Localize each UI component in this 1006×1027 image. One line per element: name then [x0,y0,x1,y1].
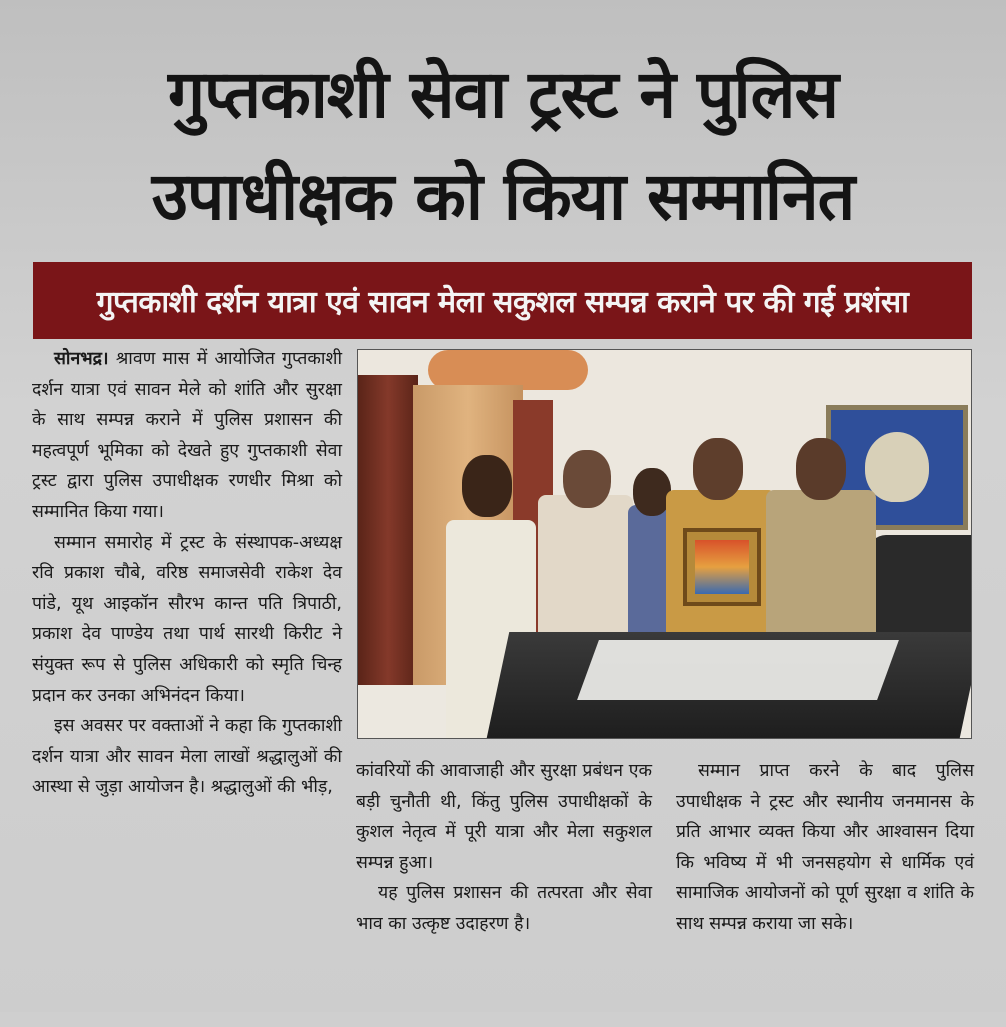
officer-head [796,438,846,500]
photo-flowers [428,350,588,390]
page-bottom-edge [0,1012,1006,1027]
article-paragraph [32,344,342,528]
article-paragraph: यह पुलिस प्रशासन की तत्परता और सेवा भाव का उत्कृष्ट उदाहरण है। [356,883,652,934]
article-paragraph: इस अवसर पर वक्ताओं ने कहा कि गुप्तकाशी दर्शन यात्रा और सावन मेला लाखों श्रद्धालुओं की आस्था से जुड़ा आयोजन है। श्रद्धालुओं की भीड़, [32,716,342,798]
article-paragraph: सम्मान प्राप्त करने के बाद पुलिस उपाधीक्षक ने ट्रस्ट और स्थानीय जनमानस के प्रति आभार व्यक्त किया और आश्वासन दिया कि भविष्य में भी जनसहयोग से धार्मिक एवं सामाजिक आयोजनों को पूर्ण सुरक्षा व शांति के साथ सम्पन्न कराया जा सके। [676,761,974,934]
subheadline-banner [33,262,972,339]
article-paragraph: सम्मान समारोह में ट्रस्ट के संस्थापक-अध्यक्ष रवि प्रकाश चौबे, वरिष्ठ समाजसेवी राकेश देव पांडे, यूथ आइकॉन सौरभ कान्त पति त्रिपाठी, प्रकाश देव पाण्डेय तथा पार्थ सारथी किरीट ने संयुक्त रूप से पुलिस अधिकारी को स्मृति चिन्ह प्रदान कर उनका अभिनंदन किया। [32,532,342,706]
article-column-3 [676,756,974,940]
article-paragraph: कांवरियों की आवाजाही और सुरक्षा प्रबंधन एक बड़ी चुनौती थी, किंतु पुलिस उपाधीक्षकों के कुशल नेतृत्व में पूरी यात्रा और मेला सकुशल सम्पन्न हुआ। [356,761,652,873]
headline-line-1: गुप्तकाशी सेवा ट्रस्ट ने पुलिस [168,56,838,133]
photo-curtain [358,375,418,685]
article-column-2 [356,756,652,940]
emblem-seal [865,432,929,502]
article-text: श्रावण मास में आयोजित गुप्तकाशी दर्शन यात्रा एवं सावन मेले को शांति और सुरक्षा के साथ सम्पन्न कराने में पुलिस प्रशासन की महत्वपूर्ण भूमिका को देखते हुए गुप्तकाशी सेवा ट्रस्ट द्वारा पुलिस उपाधीक्षक रणधीर मिश्रा को सम्मानित किया गया। [32,349,343,522]
person-1-head [462,455,512,517]
dateline: सोनभद्र। [54,349,109,369]
memento-picture [695,540,749,594]
event-photo [357,349,972,739]
subheadline-text: गुप्तकाशी दर्शन यात्रा एवं सावन मेला सकुशल सम्पन्न कराने पर की गई प्रशंसा [96,285,909,320]
memento-frame [683,528,761,606]
headline-line-2: उपाधीक्षक को किया सम्मानित [151,158,855,235]
person-4-head [693,438,743,500]
photo-papers [577,640,899,700]
person-2-head [563,450,611,508]
article-column-1 [32,344,342,803]
